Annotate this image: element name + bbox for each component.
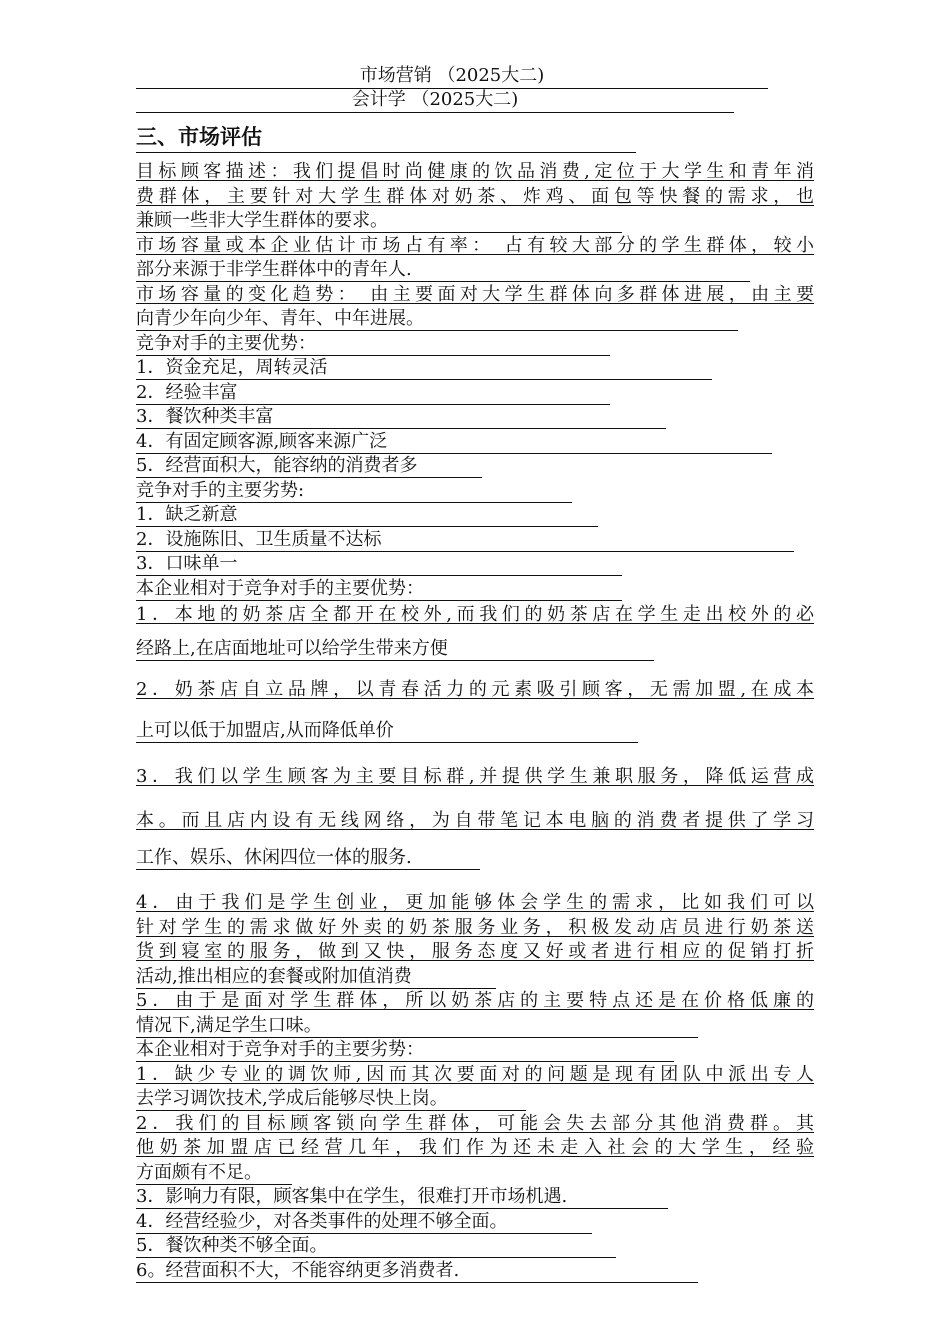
competitor-strengths-heading: 竞争对手的主要优势： bbox=[136, 332, 814, 357]
our-strength-p5-line: 5．由于是面对学生群体，所以奶茶店的主要特点还是在价格低廉的 bbox=[136, 990, 814, 1011]
our-weakness-item: 4．经营经验少，对各类事件的处理不够全面。 bbox=[136, 1210, 814, 1235]
competitor-weaknesses-heading: 竞争对手的主要劣势: bbox=[136, 479, 814, 504]
market-share-line: 市场容量或本企业估计市场占有率： 占有较大部分的学生群体，较小 bbox=[136, 234, 814, 256]
our-weakness-p2-line: 方面颇有不足。 bbox=[136, 1161, 814, 1186]
our-weakness-item: 5．餐饮种类不够全面。 bbox=[136, 1234, 814, 1259]
target-customer-line: 费群体，主要针对大学生群体对奶茶、炸鸡、面包等快餐的需求，也 bbox=[136, 185, 814, 207]
competitor-strength-item: 2．经验丰富 bbox=[136, 381, 814, 406]
our-strength-p3-line: 本。而且店内设有无线网络，为自带笔记本电脑的消费者提供了学习 bbox=[136, 810, 814, 831]
our-weakness-p2-line: 他奶茶加盟店已经营几年，我们作为还未走入社会的大学生，经验 bbox=[136, 1137, 814, 1158]
competitor-weakness-item: 2．设施陈旧、卫生质量不达标 bbox=[136, 528, 814, 553]
our-strength-p4-line: 4．由于我们是学生创业，更加能够体会学生的需求，比如我们可以 bbox=[136, 892, 814, 913]
header-line-1: 市场营销 （2025大二) bbox=[136, 64, 768, 89]
competitor-strength-item: 5．经营面积大，能容纳的消费者多 bbox=[136, 454, 814, 479]
header-line-2: 会计学 （2025大二) bbox=[136, 88, 734, 113]
our-weakness-p2-line: 2．我们的目标顾客锁向学生群体，可能会失去部分其他消费群。其 bbox=[136, 1112, 814, 1134]
our-weakness-item: 3．影响力有限，顾客集中在学生，很难打开市场机遇. bbox=[136, 1185, 814, 1210]
our-strength-p5-line: 情况下,满足学生口味。 bbox=[136, 1014, 814, 1039]
competitor-strength-item: 1．资金充足，周转灵活 bbox=[136, 356, 814, 381]
market-trend-line: 市场容量的变化趋势： 由主要面对大学生群体向多群体进展，由主要 bbox=[136, 283, 814, 305]
our-strength-p4-line: 活动,推出相应的套餐或附加值消费 bbox=[136, 965, 814, 990]
our-strength-p3-line: 3．我们以学生顾客为主要目标群,并提供学生兼职服务，降低运营成 bbox=[136, 766, 814, 787]
our-strength-p1-line: 1．本地的奶茶店全都开在校外,而我们的奶茶店在学生走出校外的必 bbox=[136, 604, 814, 625]
competitor-weakness-item: 3．口味单一 bbox=[136, 552, 814, 577]
competitor-strength-item: 3．餐饮种类丰富 bbox=[136, 405, 814, 430]
market-trend-line: 向青少年向少年、青年、中年进展。 bbox=[136, 307, 814, 332]
our-strength-p1-line: 经路上,在店面地址可以给学生带来方便 bbox=[136, 629, 814, 669]
our-weaknesses-heading: 本企业相对于竞争对手的主要劣势： bbox=[136, 1038, 814, 1063]
our-strength-p2-line: 2．奶茶店自立品牌，以青春活力的元素吸引顾客，无需加盟,在成本 bbox=[136, 679, 814, 700]
market-share-line: 部分来源于非学生群体中的青年人. bbox=[136, 258, 814, 283]
target-customer-line: 目标顾客描述：我们提倡时尚健康的饮品消费,定位于大学生和青年消 bbox=[136, 161, 814, 182]
our-strength-p3-line: 工作、娱乐、休闲四位一体的服务. bbox=[136, 839, 814, 877]
our-strengths-heading: 本企业相对于竞争对手的主要优势： bbox=[136, 577, 814, 602]
our-weakness-p1-line: 去学习调饮技术,学成后能够尽快上岗。 bbox=[136, 1087, 814, 1112]
competitor-weakness-item: 1．缺乏新意 bbox=[136, 503, 814, 528]
our-weakness-item: 6。经营面积不大，不能容纳更多消费者. bbox=[136, 1259, 814, 1284]
our-strength-p2-line: 上可以低于加盟店,从而降低单价 bbox=[136, 711, 814, 751]
our-strength-p4-line: 货到寝室的服务，做到又快，服务态度又好或者进行相应的促销打折 bbox=[136, 941, 814, 962]
competitor-strength-item: 4．有固定顾客源,顾客来源广泛 bbox=[136, 430, 814, 455]
document-body bbox=[136, 160, 814, 1283]
our-strength-p4-line: 针对学生的需求做好外卖的奶茶服务业务，积极发动店员进行奶茶送 bbox=[136, 916, 814, 938]
target-customer-line: 兼顾一些非大学生群体的要求。 bbox=[136, 209, 814, 234]
section-title: 三、市场评估 bbox=[136, 122, 636, 153]
our-weakness-p1-line: 1．缺少专业的调饮师,因而其次要面对的问题是现有团队中派出专人 bbox=[136, 1063, 814, 1085]
